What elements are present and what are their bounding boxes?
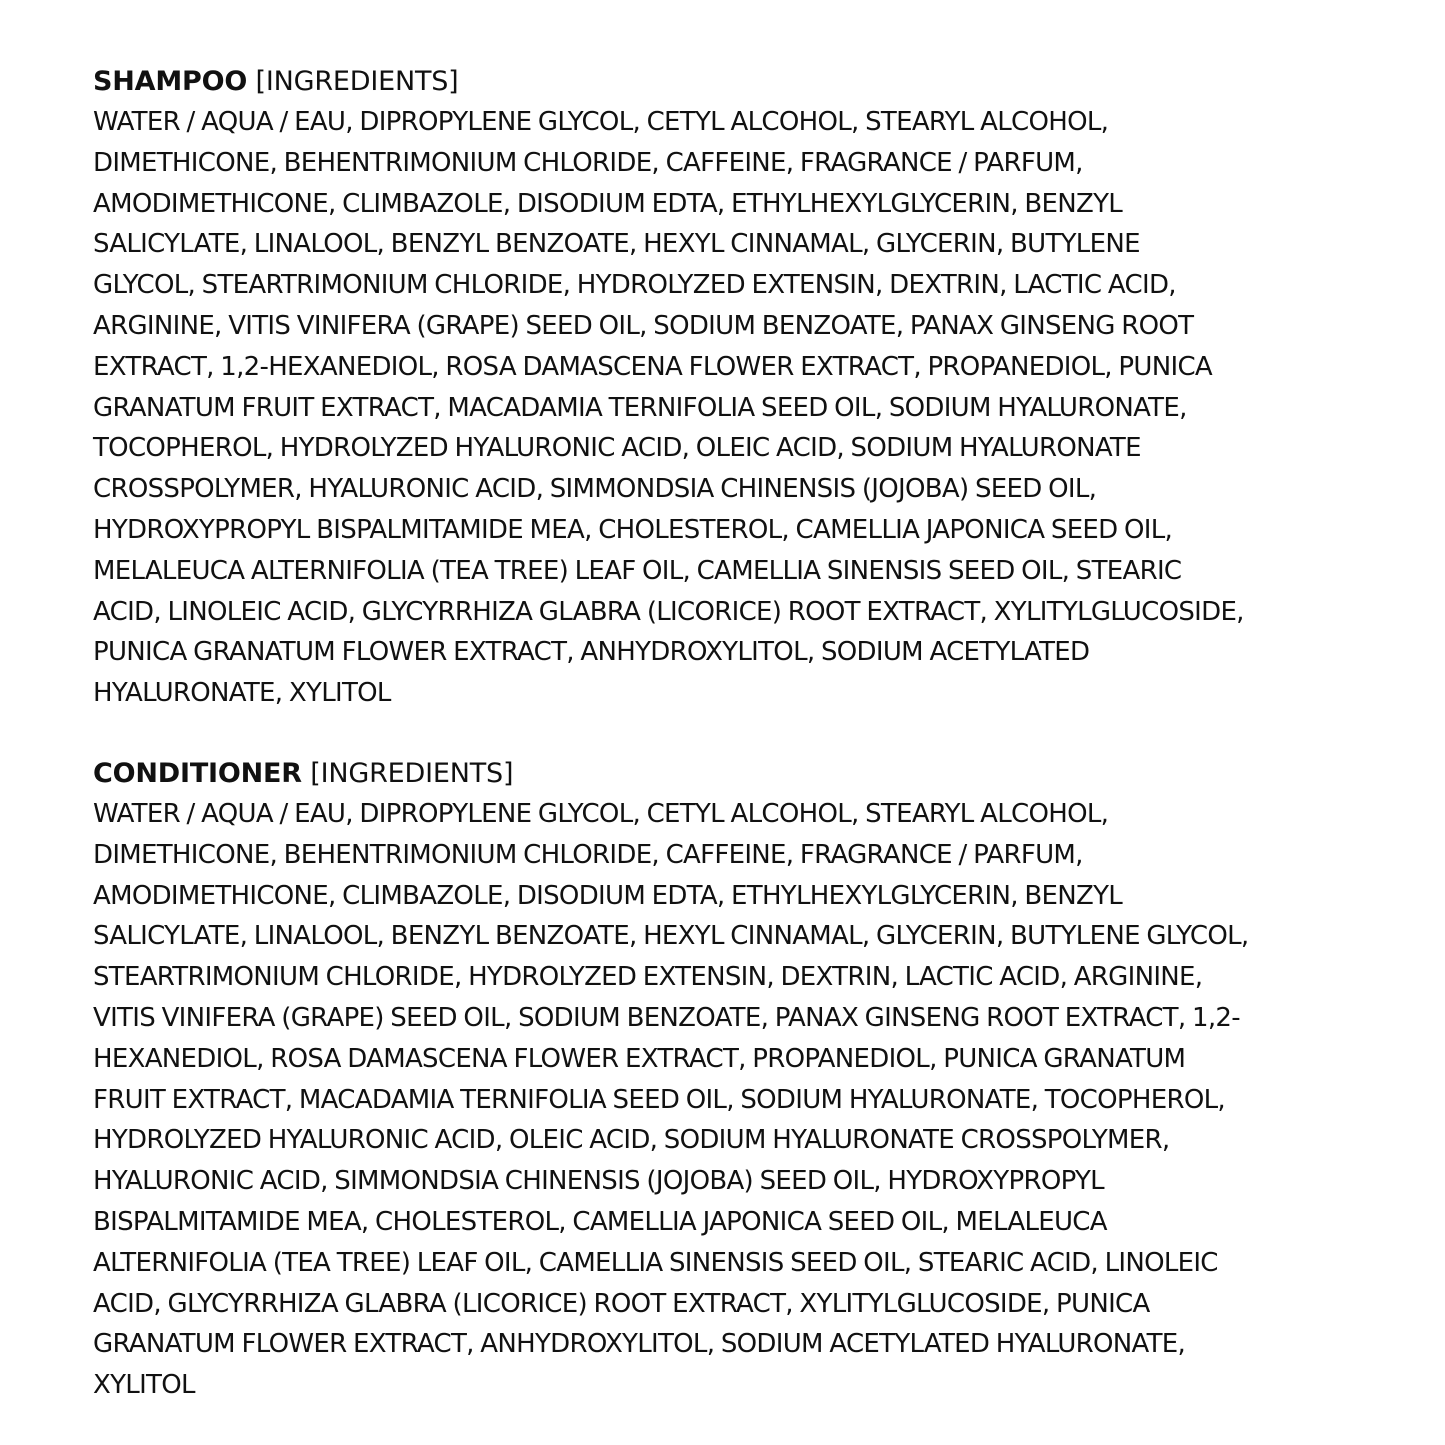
shampoo-title: SHAMPOO xyxy=(93,66,248,97)
ingredient-line: GLYCOL, STEARTRIMONIUM CHLORIDE, HYDROLYZED EXTENSIN, DEXTRIN, LACTIC ACID, xyxy=(93,270,1176,301)
conditioner-subtitle: [INGREDIENTS] xyxy=(310,757,514,789)
ingredient-line: WATER / AQUA / EAU, DIPROPYLENE GLYCOL, CETYL ALCOHOL, STEARYL ALCOHOL, xyxy=(93,107,1109,137)
shampoo-subtitle: [INGREDIENTS] xyxy=(255,66,459,97)
ingredient-line: SALICYLATE, LINALOOL, BENZYL BENZOATE, HEXYL CINNAMAL, GLYCERIN, BUTYLENE GLYCOL, xyxy=(93,921,1249,952)
ingredient-line: HYALURONIC ACID, SIMMONDSIA CHINENSIS (JOJOBA) SEED OIL, HYDROXYPROPYL xyxy=(93,1166,1104,1197)
ingredient-line: AMODIMETHICONE, CLIMBAZOLE, DISODIUM EDTA, ETHYLHEXYLGLYCERIN, BENZYL xyxy=(93,880,1123,911)
ingredient-line: FRUIT EXTRACT, MACADAMIA TERNIFOLIA SEED OIL, SODIUM HYALURONATE, TOCOPHEROL, xyxy=(93,1084,1225,1115)
heading-spacer xyxy=(247,66,255,97)
ingredient-line: GRANATUM FLOWER EXTRACT, ANHYDROXYLITOL, SODIUM ACETYLATED HYALURONATE, xyxy=(93,1329,1186,1360)
ingredients-document xyxy=(93,62,1383,1406)
ingredient-line: DIMETHICONE, BEHENTRIMONIUM CHLORIDE, CAFFEINE, FRAGRANCE / PARFUM, xyxy=(93,839,1083,870)
ingredient-line: DIMETHICONE, BEHENTRIMONIUM CHLORIDE, CAFFEINE, FRAGRANCE / PARFUM, xyxy=(93,147,1083,178)
ingredient-line: CROSSPOLYMER, HYALURONIC ACID, SIMMONDSIA CHINENSIS (JOJOBA) SEED OIL, xyxy=(93,474,1097,505)
conditioner-heading xyxy=(93,754,1383,794)
ingredient-line: EXTRACT, 1,2-HEXANEDIOL, ROSA DAMASCENA FLOWER EXTRACT, PROPANEDIOL, PUNICA xyxy=(93,351,1212,382)
heading-spacer xyxy=(302,758,310,789)
ingredient-line: TOCOPHEROL, HYDROLYZED HYALURONIC ACID, OLEIC ACID, SODIUM HYALURONATE xyxy=(93,433,1141,464)
ingredient-line: HEXANEDIOL, ROSA DAMASCENA FLOWER EXTRACT, PROPANEDIOL, PUNICA GRANATUM xyxy=(93,1043,1186,1074)
ingredient-line: MELALEUCA ALTERNIFOLIA (TEA TREE) LEAF OIL, CAMELLIA SINENSIS SEED OIL, STEARIC xyxy=(93,555,1182,586)
ingredient-line: ARGININE, VITIS VINIFERA (GRAPE) SEED OIL, SODIUM BENZOATE, PANAX GINSENG ROOT xyxy=(93,310,1194,341)
shampoo-ingredient-list xyxy=(93,102,1383,714)
ingredient-line: HYDROLYZED HYALURONIC ACID, OLEIC ACID, SODIUM HYALURONATE CROSSPOLYMER, xyxy=(93,1125,1170,1156)
conditioner-section xyxy=(93,754,1383,1406)
ingredient-line: BISPALMITAMIDE MEA, CHOLESTEROL, CAMELLIA JAPONICA SEED OIL, MELALEUCA xyxy=(93,1206,1107,1237)
ingredient-line: VITIS VINIFERA (GRAPE) SEED OIL, SODIUM BENZOATE, PANAX GINSENG ROOT EXTRACT, 1,2- xyxy=(93,1002,1240,1033)
ingredient-line: SALICYLATE, LINALOOL, BENZYL BENZOATE, HEXYL CINNAMAL, GLYCERIN, BUTYLENE xyxy=(93,229,1140,260)
shampoo-section xyxy=(93,62,1383,714)
ingredient-line: ALTERNIFOLIA (TEA TREE) LEAF OIL, CAMELLIA SINENSIS SEED OIL, STEARIC ACID, LINOLEIC xyxy=(93,1247,1218,1278)
ingredient-line: WATER / AQUA / EAU, DIPROPYLENE GLYCOL, CETYL ALCOHOL, STEARYL ALCOHOL, xyxy=(93,798,1109,829)
ingredient-line: ACID, GLYCYRRHIZA GLABRA (LICORICE) ROOT EXTRACT, XYLITYLGLUCOSIDE, PUNICA xyxy=(93,1288,1150,1319)
ingredient-line: XYLITOL xyxy=(93,1370,195,1401)
ingredient-line: PUNICA GRANATUM FLOWER EXTRACT, ANHYDROXYLITOL, SODIUM ACETYLATED xyxy=(93,637,1090,668)
shampoo-heading xyxy=(93,62,1383,102)
ingredient-line: AMODIMETHICONE, CLIMBAZOLE, DISODIUM EDTA, ETHYLHEXYLGLYCERIN, BENZYL xyxy=(93,188,1123,219)
conditioner-ingredient-list xyxy=(93,794,1383,1406)
ingredient-line: STEARTRIMONIUM CHLORIDE, HYDROLYZED EXTENSIN, DEXTRIN, LACTIC ACID, ARGININE, xyxy=(93,962,1203,993)
ingredient-line: HYALURONATE, XYLITOL xyxy=(93,678,391,709)
ingredient-line: GRANATUM FRUIT EXTRACT, MACADAMIA TERNIFOLIA SEED OIL, SODIUM HYALURONATE, xyxy=(93,392,1187,423)
conditioner-title: CONDITIONER xyxy=(93,757,302,789)
ingredient-line: ACID, LINOLEIC ACID, GLYCYRRHIZA GLABRA (LICORICE) ROOT EXTRACT, XYLITYLGLUCOSIDE, xyxy=(93,596,1244,627)
ingredient-line: HYDROXYPROPYL BISPALMITAMIDE MEA, CHOLESTEROL, CAMELLIA JAPONICA SEED OIL, xyxy=(93,514,1173,545)
